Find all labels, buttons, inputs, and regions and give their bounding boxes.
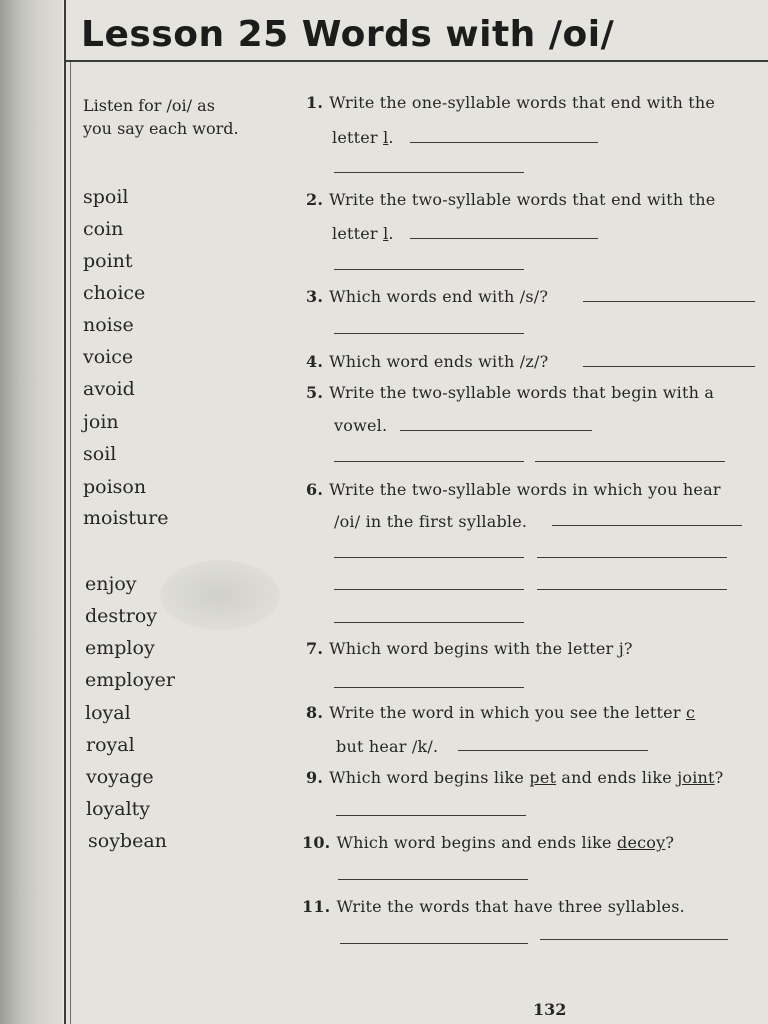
question-6: [306, 480, 721, 499]
question-11: [302, 897, 685, 916]
question-number: 4.: [306, 352, 324, 371]
question-5-line2: vowel.: [334, 416, 388, 435]
intro-text: Listen for /oi/ as you say each word.: [83, 96, 239, 138]
underlined-word: pet: [529, 768, 557, 787]
answer-line[interactable]: [583, 301, 755, 302]
question-9: [306, 768, 723, 787]
margin-rule: [64, 0, 66, 1024]
question-2-line2: [332, 224, 394, 243]
word-item: noise: [83, 314, 134, 336]
question-text: ?: [623, 639, 633, 658]
answer-line[interactable]: [334, 557, 524, 558]
question-number: 1.: [306, 93, 324, 112]
answer-line[interactable]: [334, 461, 524, 462]
question-number: 10.: [302, 833, 331, 852]
question-number: 5.: [306, 383, 324, 402]
question-text: Write the two-syllable words that begin with a: [329, 383, 715, 402]
title-rule: [64, 60, 768, 62]
answer-line[interactable]: [338, 879, 528, 880]
question-text: Which word begins with the letter: [329, 639, 619, 658]
word-item: loyal: [85, 702, 131, 724]
word-item: voice: [83, 346, 134, 368]
word-item: choice: [83, 282, 146, 304]
word-item: spoil: [83, 186, 129, 208]
question-text: Write the one-syllable words that end with the: [329, 93, 716, 112]
word-item: employer: [85, 669, 175, 691]
answer-line[interactable]: [334, 589, 524, 590]
question-8: [306, 703, 695, 722]
answer-line[interactable]: [334, 333, 524, 334]
answer-line[interactable]: [410, 142, 598, 143]
question-text: and ends like: [556, 768, 678, 787]
question-3: [306, 287, 548, 306]
answer-line[interactable]: [334, 269, 524, 270]
answer-line[interactable]: [537, 557, 727, 558]
question-text: letter: [332, 224, 384, 243]
answer-line[interactable]: [340, 943, 528, 944]
question-text: Write the two-syllable words that end with the: [329, 190, 716, 209]
answer-line[interactable]: [537, 589, 727, 590]
word-item: royal: [86, 734, 135, 756]
answer-line[interactable]: [410, 238, 598, 239]
word-item: point: [83, 250, 133, 272]
question-text: ?: [714, 768, 724, 787]
underlined-letter: j: [618, 639, 624, 658]
answer-line[interactable]: [334, 172, 524, 173]
lesson-title: Lesson 25 Words with /oi/: [81, 14, 615, 55]
word-item: avoid: [83, 378, 135, 400]
question-1: [306, 93, 715, 112]
question-6-line2: /oi/ in the first syllable.: [334, 512, 528, 531]
question-text: Write the word in which you see the letter: [329, 703, 686, 722]
word-item: soybean: [88, 830, 167, 852]
question-number: 8.: [306, 703, 324, 722]
word-item: voyage: [86, 766, 154, 788]
question-text: Which word begins like: [329, 768, 530, 787]
question-number: 2.: [306, 190, 324, 209]
question-text: Which word ends with /z/?: [329, 352, 549, 371]
page-number: 132: [533, 1000, 567, 1019]
answer-line[interactable]: [334, 687, 524, 688]
word-item: join: [83, 411, 119, 433]
word-item: destroy: [85, 605, 158, 627]
question-2: [306, 190, 715, 209]
question-number: 3.: [306, 287, 324, 306]
page-gutter: [0, 0, 62, 1024]
question-text: Which words end with /s/?: [329, 287, 549, 306]
answer-line[interactable]: [458, 750, 648, 751]
inner-margin-rule: [70, 60, 71, 1024]
word-item: loyalty: [86, 798, 151, 820]
question-5: [306, 383, 714, 402]
answer-line[interactable]: [552, 525, 742, 526]
question-text: Which word begins and ends like: [336, 833, 618, 852]
question-8-line2: but hear /k/.: [336, 737, 439, 756]
answer-line[interactable]: [336, 815, 526, 816]
question-text: Write the two-syllable words in which you hear: [329, 480, 721, 499]
underlined-letter: l: [383, 224, 389, 243]
question-7: [306, 639, 633, 658]
question-10: [302, 833, 674, 852]
page-smudge: [160, 560, 280, 630]
answer-line[interactable]: [400, 430, 592, 431]
answer-line[interactable]: [535, 461, 725, 462]
word-item: coin: [83, 218, 124, 240]
question-text: Write the words that have three syllables.: [336, 897, 685, 916]
question-number: 9.: [306, 768, 324, 787]
word-item: moisture: [83, 507, 169, 529]
question-number: 11.: [302, 897, 331, 916]
underlined-letter: c: [686, 703, 696, 722]
answer-line[interactable]: [583, 366, 755, 367]
answer-line[interactable]: [334, 622, 524, 623]
question-number: 6.: [306, 480, 324, 499]
word-item: poison: [83, 476, 147, 498]
question-text: .: [388, 128, 394, 147]
question-text: .: [388, 224, 394, 243]
word-item: soil: [83, 443, 117, 465]
word-item: enjoy: [85, 573, 137, 595]
question-text: letter: [332, 128, 384, 147]
question-1-line2: [332, 128, 394, 147]
question-text: ?: [665, 833, 675, 852]
underlined-word: joint: [677, 768, 715, 787]
answer-line[interactable]: [540, 939, 728, 940]
word-item: employ: [85, 637, 155, 659]
underlined-word: decoy: [617, 833, 666, 852]
underlined-letter: l: [383, 128, 389, 147]
question-4: [306, 352, 548, 371]
question-number: 7.: [306, 639, 324, 658]
